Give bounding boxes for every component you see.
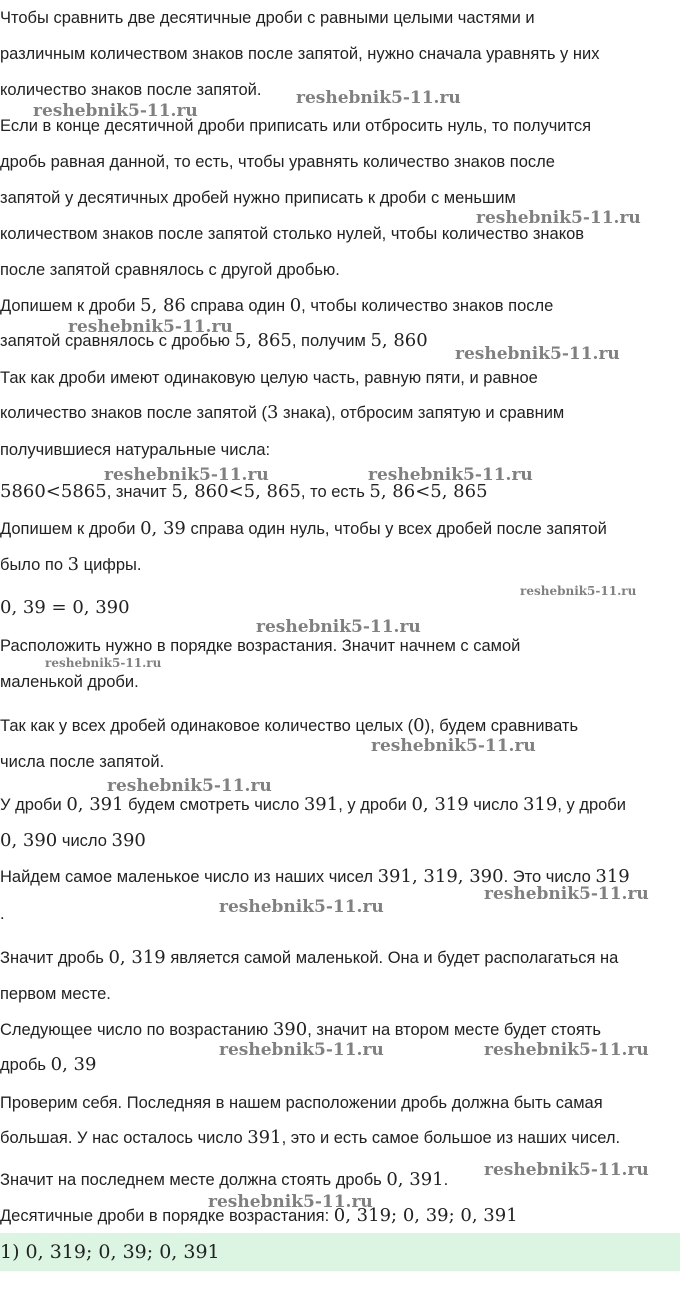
text-segment: маленькой дроби. <box>0 673 139 691</box>
text-line <box>0 716 578 736</box>
watermark: reshebnik5-11.ru <box>33 101 198 121</box>
text-segment: было по <box>0 556 68 574</box>
math-expression: 5, 865 <box>234 330 292 351</box>
text-segment: дробь равная данной, то есть, чтобы уравнять количество знаков после <box>0 153 555 171</box>
text-line <box>0 1128 620 1148</box>
text-segment: ), будем сравнивать <box>424 717 579 735</box>
text-segment: . Это число <box>503 868 596 886</box>
math-expression: 391 <box>303 794 339 815</box>
text-segment: Если в конце десятичной дроби приписать или отбросить нуль, то получится <box>0 117 592 135</box>
text-segment: справа один нуль, чтобы у всех дробей после запятой <box>185 520 607 538</box>
text-line <box>0 598 130 618</box>
watermark: reshebnik5-11.ru <box>371 736 536 756</box>
text-segment: запятой сравнялось с дробью <box>0 332 235 350</box>
math-expression: 5, 860 <box>370 330 428 351</box>
text-segment: , значит на втором месте будет стоять <box>307 1021 601 1039</box>
watermark: reshebnik5-11.ru <box>104 465 269 485</box>
watermark: reshebnik5-11.ru <box>45 656 162 670</box>
watermark: reshebnik5-11.ru <box>368 465 533 485</box>
watermark: reshebnik5-11.ru <box>219 1040 384 1060</box>
watermark: reshebnik5-11.ru <box>476 208 641 228</box>
math-expression: 3 <box>266 402 279 423</box>
math-expression: 5, 860<5, 865 <box>171 481 301 502</box>
text-line <box>0 80 261 100</box>
text-segment: Значит на последнем месте должна стоять дробь <box>0 1171 387 1189</box>
text-segment: Значит дробь <box>0 949 109 967</box>
text-line <box>0 1055 96 1075</box>
math-expression: 0, 390 <box>0 830 58 851</box>
text-segment: цифры. <box>79 556 142 574</box>
text-line <box>0 8 535 28</box>
watermark: reshebnik5-11.ru <box>455 344 620 364</box>
text-line <box>0 368 538 388</box>
math-expression: 0 <box>289 295 302 316</box>
text-line <box>0 795 626 815</box>
text-segment: дробь <box>0 1056 51 1074</box>
text-segment: различным количеством знаков после запятой, нужно сначала уравнять у них <box>0 45 600 63</box>
text-segment: Допишем к дроби <box>0 297 141 315</box>
text-segment: справа один <box>185 297 290 315</box>
text-line <box>0 904 5 924</box>
math-expression: 5, 86 <box>140 295 186 316</box>
text-line <box>0 403 564 423</box>
math-expression: 0, 391 <box>66 794 124 815</box>
text-line <box>0 44 599 64</box>
text-segment: Десятичные дроби в порядке возрастания: <box>0 1207 334 1225</box>
text-segment: запятой у десятичных дробей нужно приписать к дроби с меньшим <box>0 189 516 207</box>
math-expression: 0 <box>413 715 425 736</box>
watermark: reshebnik5-11.ru <box>484 1040 649 1060</box>
text-line <box>0 519 607 539</box>
math-expression: 0, 319 <box>108 947 166 968</box>
text-line <box>0 984 111 1004</box>
text-segment: Так как у всех дробей одинаковое количество целых ( <box>0 717 414 735</box>
text-line <box>0 555 142 575</box>
text-segment: после запятой сравнялось с другой дробью. <box>0 261 340 279</box>
text-line <box>0 440 270 460</box>
watermark: reshebnik5-11.ru <box>68 317 233 337</box>
text-line <box>0 672 139 692</box>
watermark: reshebnik5-11.ru <box>219 897 384 917</box>
text-line <box>0 1170 448 1190</box>
math-expression: 390 <box>272 1019 308 1040</box>
text-segment: большая. У нас осталось число <box>0 1129 248 1147</box>
text-line <box>0 636 520 656</box>
text-line <box>0 752 164 772</box>
watermark: reshebnik5-11.ru <box>484 884 649 904</box>
text-segment: Так как дроби имеют одинаковую целую часть, равную пяти, и равное <box>0 369 538 387</box>
text-segment: Допишем к дроби <box>0 520 141 538</box>
text-segment: первом месте. <box>0 985 111 1003</box>
text-segment: количеством знаков после запятой столько нулей, чтобы количество знаков <box>0 225 585 243</box>
math-expression: 391, 319, 390 <box>377 866 504 887</box>
math-expression: 0, 319; 0, 39; 0, 391 <box>333 1205 518 1226</box>
text-line <box>0 1020 601 1040</box>
text-line <box>0 188 516 208</box>
text-segment: Чтобы сравнить две десятичные дроби с равными целыми частями и <box>0 9 535 27</box>
text-segment: Следующее число по возрастанию <box>0 1021 273 1039</box>
text-segment: , у дроби <box>557 796 626 814</box>
watermark: reshebnik5-11.ru <box>520 584 637 598</box>
watermark: reshebnik5-11.ru <box>484 1160 649 1180</box>
text-segment: , это и есть самое большое из наших чисел. <box>281 1129 621 1147</box>
watermark: reshebnik5-11.ru <box>256 617 421 637</box>
text-line <box>0 152 555 172</box>
text-segment: получившиеся натуральные числа: <box>0 441 271 459</box>
text-segment: . <box>443 1171 449 1189</box>
text-line <box>0 482 488 502</box>
text-segment: числа после запятой. <box>0 753 165 771</box>
text-line <box>0 1093 603 1113</box>
watermark: reshebnik5-11.ru <box>296 88 461 108</box>
text-segment: . <box>0 905 5 923</box>
text-line <box>0 831 146 851</box>
text-segment: количество знаков после запятой ( <box>0 404 267 422</box>
text-line <box>0 296 553 316</box>
text-segment: является самой маленькой. Она и будет располагаться на <box>165 949 619 967</box>
text-segment: Проверим себя. Последняя в нашем расположении дробь должна быть самая <box>0 1094 603 1112</box>
text-segment: , то есть <box>300 483 370 501</box>
math-expression: 391 <box>247 1127 282 1148</box>
answer-box <box>0 1233 680 1271</box>
math-expression: 319 <box>595 866 630 887</box>
text-segment: , значит <box>106 483 172 501</box>
text-segment: знака), отбросим запятую и сравним <box>278 404 565 422</box>
watermark: reshebnik5-11.ru <box>107 776 272 796</box>
text-segment: число <box>57 832 112 850</box>
math-expression: 3 <box>67 554 80 575</box>
text-segment: Расположить нужно в порядке возрастания. Значит начнем с самой <box>0 637 521 655</box>
text-segment: количество знаков после запятой. <box>0 81 262 99</box>
math-expression: 5, 86<5, 865 <box>369 481 488 502</box>
math-expression: 0, 39 = 0, 390 <box>0 597 130 618</box>
math-expression: 0, 39 <box>140 518 186 539</box>
text-segment: Найдем самое маленькое число из наших чисел <box>0 868 378 886</box>
text-segment: , получим <box>291 332 371 350</box>
answer-text: 1) 0, 319; 0, 39; 0, 391 <box>0 1241 220 1263</box>
math-expression: 0, 391 <box>386 1169 444 1190</box>
text-line <box>0 260 340 280</box>
text-segment: , чтобы количество знаков после <box>301 297 554 315</box>
math-expression: 319 <box>522 794 558 815</box>
math-expression: 5860<5865 <box>0 481 107 502</box>
math-expression: 390 <box>111 830 146 851</box>
text-segment: , у дроби <box>338 796 412 814</box>
text-segment: будем смотреть число <box>123 796 304 814</box>
text-segment: У дроби <box>0 796 67 814</box>
text-line <box>0 948 618 968</box>
math-expression: 0, 319 <box>411 794 469 815</box>
watermark: reshebnik5-11.ru <box>208 1192 373 1212</box>
text-segment: число <box>468 796 523 814</box>
math-expression: 0, 39 <box>50 1054 97 1075</box>
